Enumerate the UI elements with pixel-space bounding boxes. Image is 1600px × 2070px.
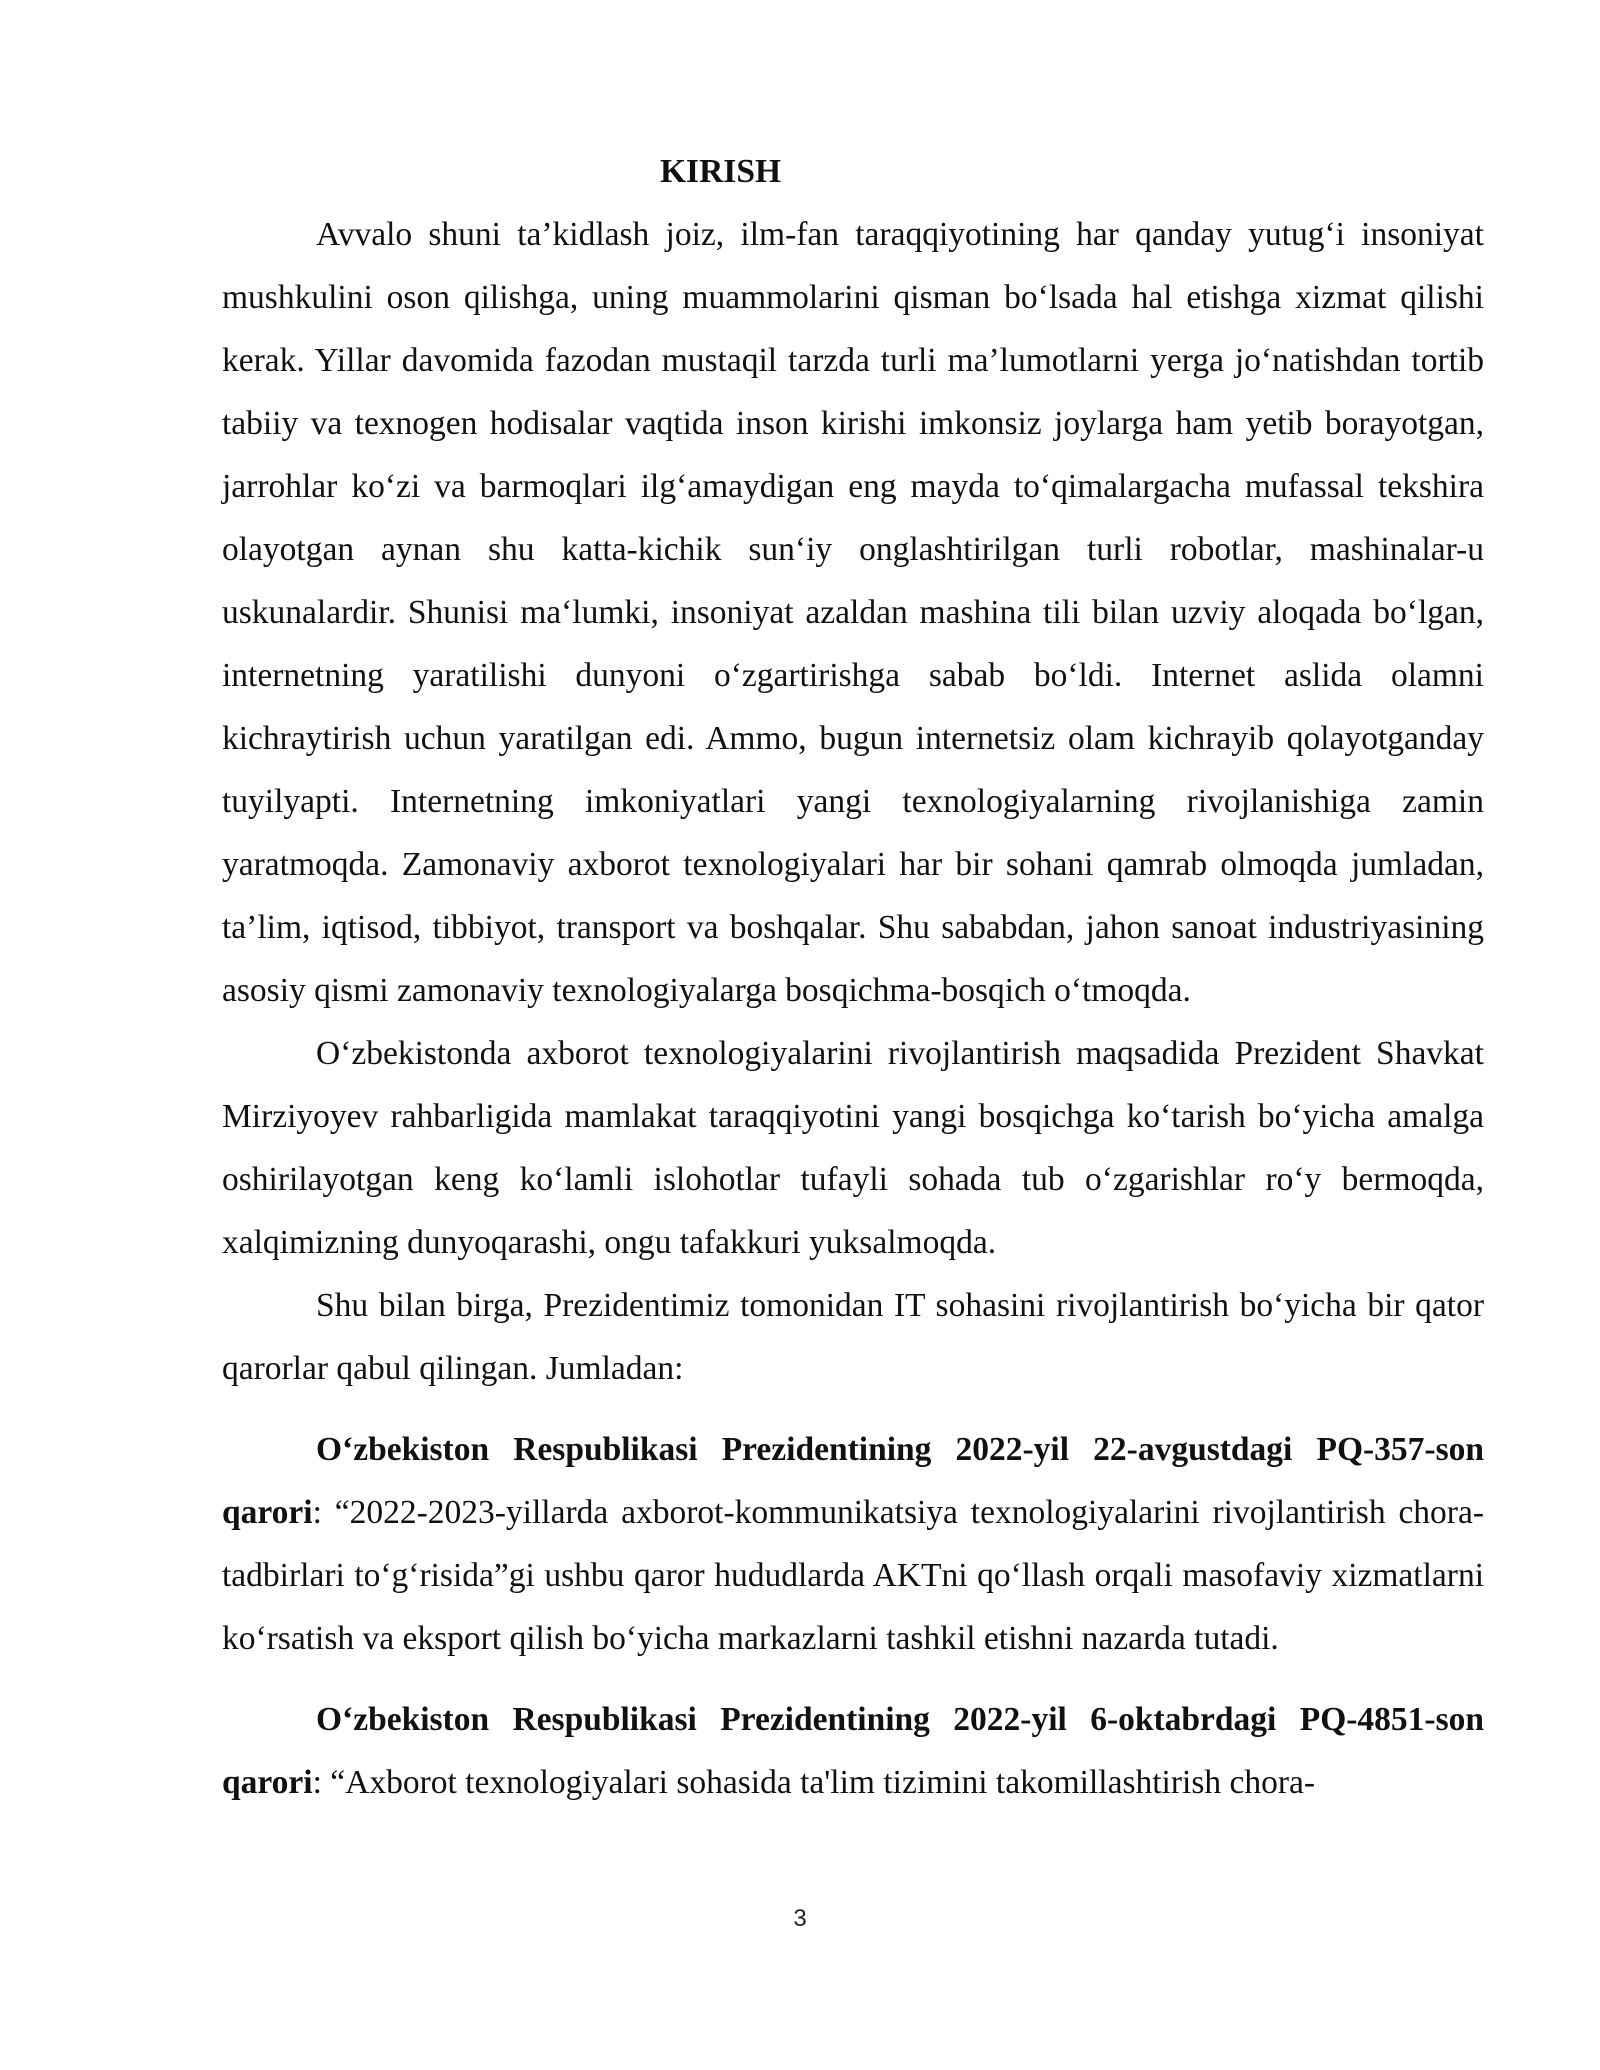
intro-paragraph-1: Avvalo shuni ta’kidlash joiz, ilm-fan taraqqiyotining har qanday yutug‘i insoniyat mushkulini oson qilishga, uning muammolarini qisman bo‘lsada hal etishga xizmat qilishi kerak. Yillar davomida fazodan mustaqil tarzda turli ma’lumotlarni yerga jo‘natishdan tortib tabiiy va texnogen hodisalar vaqtida inson kirishi imkonsiz joylarga ham yetib borayotgan, jarrohlar ko‘zi va barmoqlari ilg‘amaydigan eng mayda to‘qimalargacha mufassal tekshira olayotgan aynan shu katta-kichik sun‘iy onglashtirilgan turli robotlar, mashinalar-u uskunalardir. Shunisi ma‘lumki, insoniyat azaldan mashina tili bilan uzviy aloqada bo‘lgan, internetning yaratilishi dunyoni o‘zgartirishga sabab bo‘ldi. Internet aslida olamni kichraytirish uchun yaratilgan edi. Ammo, bugun internetsiz olam kichrayib qolayotganday tuyilyapti. Internetning imkoniyatlari yangi texnologiyalarning rivojlanishiga zamin yaratmoqda. Zamonaviy axborot texnologiyalari har bir sohani qamrab olmoqda jumladan, ta’lim, iqtisod, tibbiyot, transport va boshqalar. Shu sababdan, jahon sanoat industriyasining asosiy qismi zamonaviy texnologiyalarga bosqichma-bosqich o‘tmoqda. <box>222 216 1484 1009</box>
page-content <box>222 140 1484 1814</box>
heading-wrap <box>222 140 1484 203</box>
page-number: 3 <box>793 1905 807 1932</box>
decree-paragraph-2 <box>222 1688 1484 1814</box>
decree-text-2: : “Axborot texnologiyalari sohasida ta'lim tizimini takomillashtirish chora- <box>312 1764 1316 1801</box>
section-heading: KIRISH <box>660 153 782 190</box>
decree-paragraph-1 <box>222 1418 1484 1670</box>
decree-text-1: : “2022-2023-yillarda axborot-kommunikatsiya texnologiyalarini rivojlantirish chora-tadbirlari to‘g‘risida”gi ushbu qaror hududlarda AKTni qo‘llash orqali masofaviy xizmatlarni ko‘rsatish va eksport qilish bo‘yicha markazlarni tashkil etishni nazarda tutadi. <box>222 1494 1484 1657</box>
intro-paragraph-2: O‘zbekistonda axborot texnologiyalarini rivojlantirish maqsadida Prezident Shavkat Mirziyoyev rahbarligida mamlakat taraqqiyotini yangi bosqichga ko‘tarish bo‘yicha amalga oshirilayotgan keng ko‘lamli islohotlar tufayli sohada tub o‘zgarishlar ro‘y bermoqda, xalqimizning dunyoqarashi, ongu tafakkuri yuksalmoqda. <box>222 1035 1484 1261</box>
decree-title-2: O‘zbekiston Respublikasi Prezidentining 2022-yil 6-oktabrdagi PQ-4851-son qarori <box>222 1701 1484 1801</box>
intro-paragraph-3: Shu bilan birga, Prezidentimiz tomonidan IT sohasini rivojlantirish bo‘yicha bir qator qarorlar qabul qilingan. Jumladan: <box>222 1287 1484 1387</box>
decree-title-1: O‘zbekiston Respublikasi Prezidentining 2022-yil 22-avgustdagi PQ-357-son qarori <box>222 1431 1484 1531</box>
